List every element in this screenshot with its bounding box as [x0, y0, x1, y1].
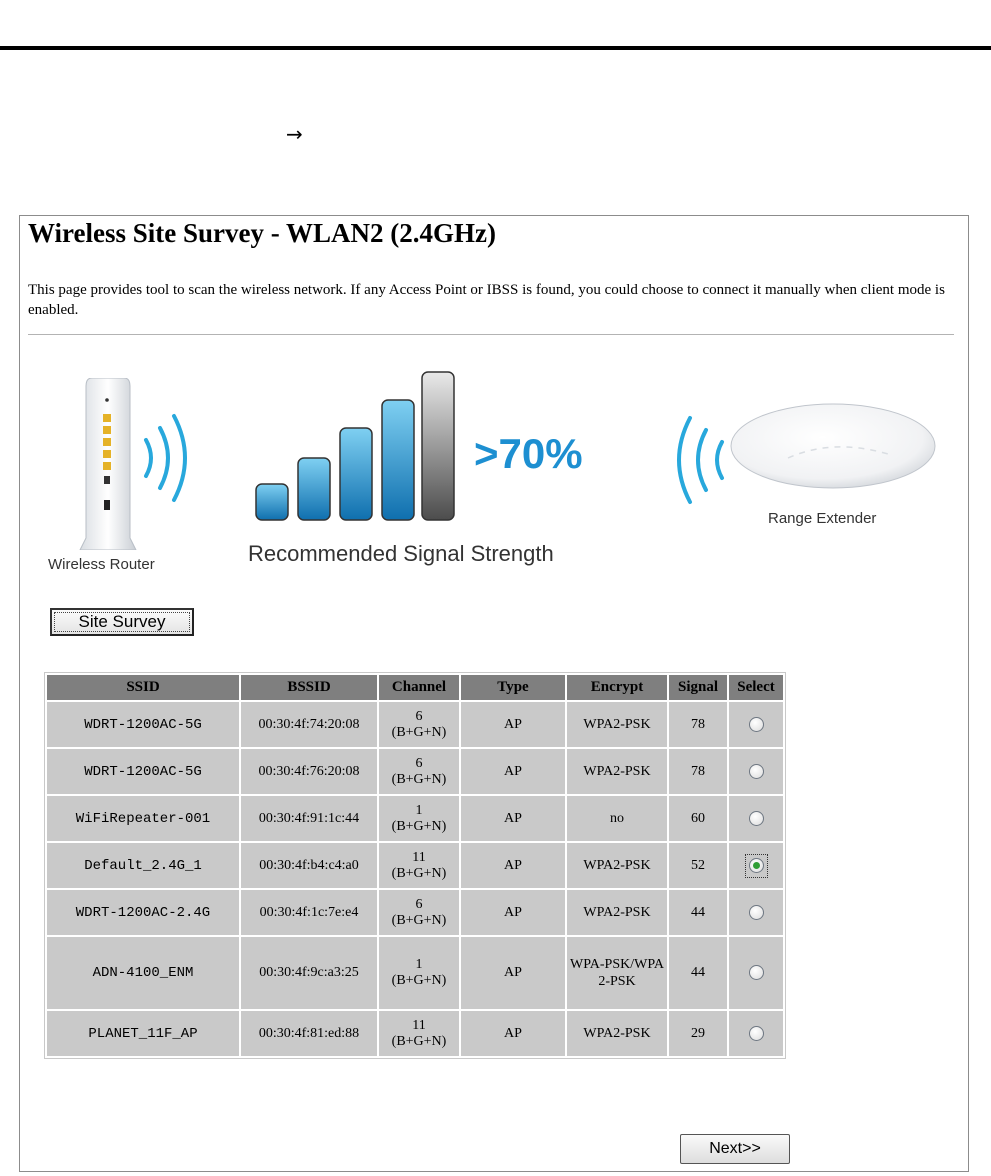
cell-ssid: WDRT-1200AC-5G [47, 749, 239, 794]
col-select: Select [729, 675, 783, 700]
next-button[interactable]: Next>> [680, 1134, 790, 1164]
cell-type: AP [461, 1011, 565, 1056]
cell-signal: 78 [669, 749, 727, 794]
channel-number: 6 [415, 896, 423, 912]
channel-band: (B+G+N) [391, 865, 447, 881]
table-header-row [47, 675, 783, 700]
col-signal: Signal [669, 675, 727, 700]
cell-encrypt: WPA2-PSK [567, 1011, 667, 1056]
col-ssid: SSID [47, 675, 239, 700]
site-survey-button[interactable]: Site Survey [50, 608, 194, 636]
top-rule [0, 46, 991, 50]
table-row [47, 749, 783, 794]
cell-bssid: 00:30:4f:b4:c4:a0 [241, 843, 377, 888]
signal-bars-icon [250, 368, 470, 528]
channel-number: 6 [415, 708, 423, 724]
wireless-router-icon [78, 378, 138, 550]
cell-ssid: Default_2.4G_1 [47, 843, 239, 888]
signal-percent: >70% [474, 430, 583, 477]
cell-channel [379, 749, 459, 794]
table-row [47, 843, 783, 888]
cell-ssid: ADN-4100_ENM [47, 937, 239, 1009]
cell-bssid: 00:30:4f:74:20:08 [241, 702, 377, 747]
select-radio-wrap [746, 962, 767, 984]
channel-number: 11 [412, 849, 426, 865]
cell-signal: 60 [669, 796, 727, 841]
cell-select [729, 1011, 783, 1056]
cell-encrypt: WPA-PSK/WPA2-PSK [567, 937, 667, 1009]
col-encrypt: Encrypt [567, 675, 667, 700]
table-row [47, 796, 783, 841]
select-radio-wrap [746, 855, 767, 877]
extender-label: Range Extender [768, 510, 877, 527]
select-radio[interactable] [749, 811, 764, 826]
channel-band: (B+G+N) [391, 818, 447, 834]
cell-select [729, 890, 783, 935]
cell-encrypt: no [567, 796, 667, 841]
signal-caption: Recommended Signal Strength [248, 541, 554, 566]
cell-select [729, 749, 783, 794]
channel-number: 1 [415, 957, 423, 972]
range-extender-icon [728, 398, 938, 498]
cell-signal: 78 [669, 702, 727, 747]
select-radio-wrap [746, 1023, 767, 1045]
cell-encrypt: WPA2-PSK [567, 749, 667, 794]
wifi-waves-left-icon [138, 408, 198, 508]
select-radio[interactable] [749, 858, 764, 873]
cell-bssid: 00:30:4f:81:ed:88 [241, 1011, 377, 1056]
select-radio-wrap [746, 902, 767, 924]
cell-bssid: 00:30:4f:91:1c:44 [241, 796, 377, 841]
cell-signal: 29 [669, 1011, 727, 1056]
col-bssid: BSSID [241, 675, 377, 700]
cell-bssid: 00:30:4f:1c:7e:e4 [241, 890, 377, 935]
cell-channel [379, 843, 459, 888]
cell-encrypt: WPA2-PSK [567, 843, 667, 888]
channel-number: 1 [415, 802, 423, 818]
cell-signal: 44 [669, 937, 727, 1009]
table-row [47, 1011, 783, 1056]
cell-channel [379, 937, 459, 1009]
cell-channel [379, 1011, 459, 1056]
cell-signal: 44 [669, 890, 727, 935]
table-row [47, 890, 783, 935]
col-channel: Channel [379, 675, 459, 700]
wifi-waves-right-icon [660, 410, 730, 510]
channel-band: (B+G+N) [391, 973, 447, 988]
cell-type: AP [461, 937, 565, 1009]
cell-select [729, 843, 783, 888]
page-description: This page provides tool to scan the wireless network. If any Access Point or IBSS is found, you could choose to connect it manually when client mode is enabled. [28, 282, 945, 318]
channel-band: (B+G+N) [391, 1033, 447, 1049]
select-radio-wrap [746, 808, 767, 830]
cell-select [729, 702, 783, 747]
separator [28, 334, 954, 335]
cell-select [729, 796, 783, 841]
cell-bssid: 00:30:4f:9c:a3:25 [241, 937, 377, 1009]
cell-channel [379, 890, 459, 935]
select-radio-wrap [746, 761, 767, 783]
cell-ssid: WDRT-1200AC-2.4G [47, 890, 239, 935]
channel-band: (B+G+N) [391, 912, 447, 928]
cell-select [729, 937, 783, 1009]
cell-ssid: PLANET_11F_AP [47, 1011, 239, 1056]
breadcrumb-arrow: → [286, 122, 303, 146]
select-radio-wrap [746, 714, 767, 736]
col-type: Type [461, 675, 565, 700]
cell-channel [379, 796, 459, 841]
cell-signal: 52 [669, 843, 727, 888]
select-radio[interactable] [749, 717, 764, 732]
channel-band: (B+G+N) [391, 771, 447, 787]
cell-channel [379, 702, 459, 747]
cell-type: AP [461, 702, 565, 747]
select-radio[interactable] [749, 905, 764, 920]
site-survey-table [44, 672, 786, 1059]
page-title: Wireless Site Survey - WLAN2 (2.4GHz) [28, 218, 496, 248]
select-radio[interactable] [749, 1026, 764, 1041]
cell-type: AP [461, 749, 565, 794]
select-radio[interactable] [749, 764, 764, 779]
cell-type: AP [461, 796, 565, 841]
cell-encrypt: WPA2-PSK [567, 702, 667, 747]
router-label: Wireless Router [48, 556, 155, 573]
cell-ssid: WiFiRepeater-001 [47, 796, 239, 841]
cell-encrypt: WPA2-PSK [567, 890, 667, 935]
table-row [47, 702, 783, 747]
channel-number: 6 [415, 755, 423, 771]
select-radio[interactable] [749, 965, 764, 980]
table-row [47, 937, 783, 1009]
cell-ssid: WDRT-1200AC-5G [47, 702, 239, 747]
channel-number: 11 [412, 1017, 426, 1033]
cell-bssid: 00:30:4f:76:20:08 [241, 749, 377, 794]
channel-band: (B+G+N) [391, 724, 447, 740]
cell-type: AP [461, 843, 565, 888]
cell-type: AP [461, 890, 565, 935]
